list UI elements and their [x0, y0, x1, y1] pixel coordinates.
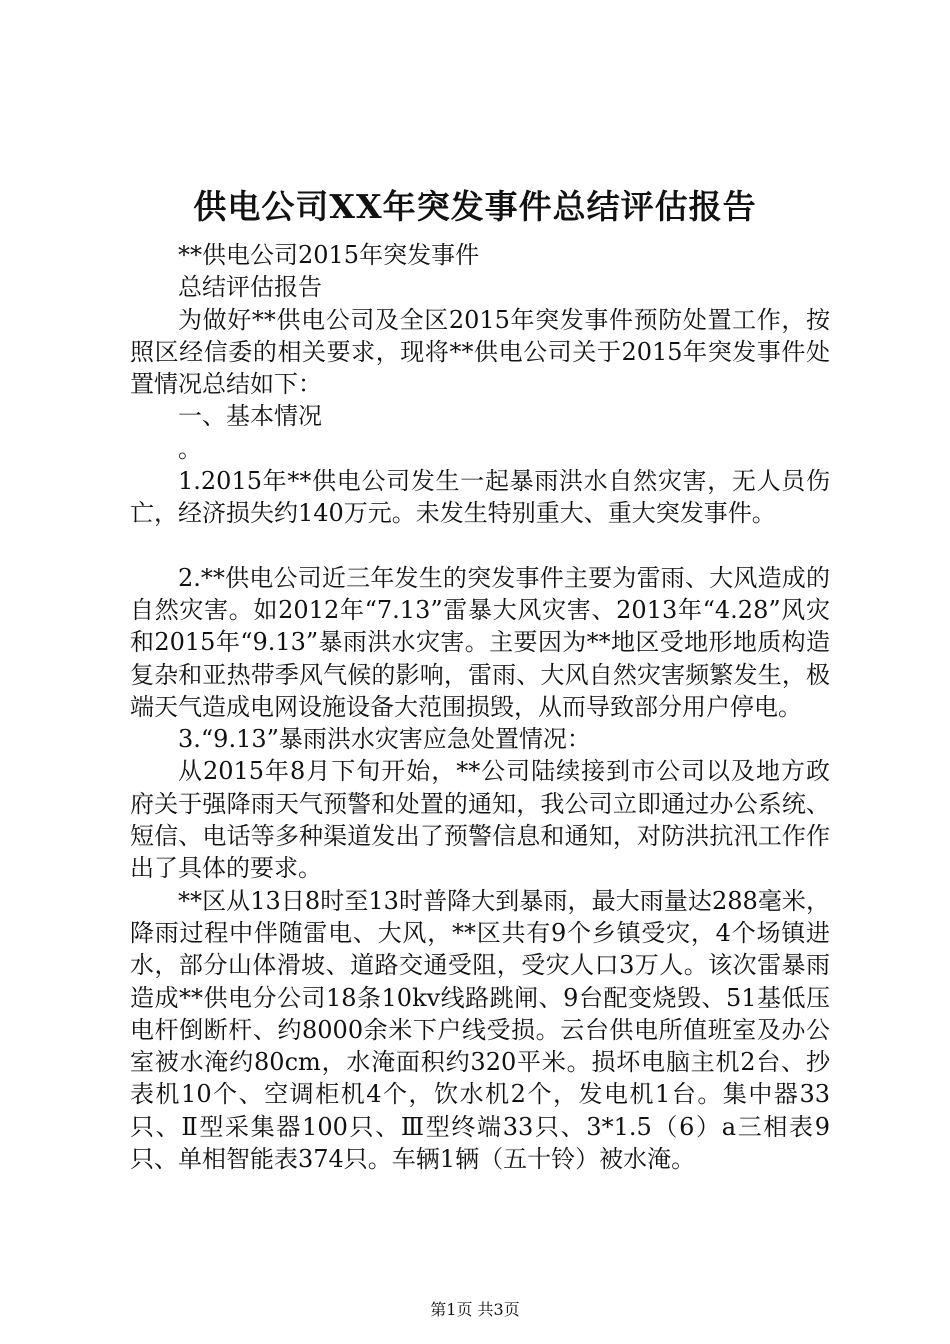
section-heading-basic-situation: 一、基本情况 — [178, 402, 322, 431]
paragraph-item-1: 1.2015年**供电公司发生一起暴雨洪水自然灾害，无人员伤亡，经济损失约140万元。未发生特别重大、重大突发事件。 — [130, 467, 830, 528]
document-title: 供电公司XX年突发事件总结评估报告 — [193, 187, 757, 226]
paragraph-item-2: 2.**供电公司近三年发生的突发事件主要为雷雨、大风造成的自然灾害。如2012年“7.13”雷暴大风灾害、2013年“4.28”风灾和2015年“9.13”暴雨洪水灾害。主要因为**地区受地形地质构造复杂和亚热带季风气候的影响，雷雨、大风自然灾害频繁发生，极端天气造成电网设施设备大范围损毁，从而导致部分用户停电。 — [130, 563, 830, 721]
intro-paragraph: 为做好**供电公司及全区2015年突发事件预防处置工作，按照区经信委的相关要求，现将**供电公司关于2015年突发事件处置情况总结如下： — [130, 305, 830, 399]
subtitle-line-2: 总结评估报告 — [178, 273, 322, 302]
paragraph-item-3-heading: 3.“9.13”暴雨洪水灾害应急处置情况： — [178, 725, 591, 754]
page-footer: 第1页 共3页 — [430, 1300, 520, 1319]
paragraph-warning-notice: 从2015年8月下旬开始，**公司陆续接到市公司以及地方政府关于强降雨天气预警和处置的通知，我公司立即通过办公系统、短信、电话等多种渠道发出了预警信息和通知，对防洪抗汛工作作出了具体的要求。 — [130, 757, 830, 883]
document-body — [130, 239, 830, 1175]
paragraph-damage-details: **区从13日8时至13时普降大到暴雨，最大雨量达288毫米，降雨过程中伴随雷电、大风，**区共有9个乡镇受灾，4个场镇进水，部分山体滑坡、道路交通受阻，受灾人口3万人。该次雷暴雨造成**供电分公司18条10kv线路跳闸、9台配变烧毁、51基低压电杆倒断杆、约8000余米下户线受损。云台供电所值班室及办公室被水淹约80cm，水淹面积约320平米。损坏电脑主机2台、抄表机10个、空调柜机4个，饮水机2个，发电机1台。集中器33只、Ⅱ型采集器100只、Ⅲ型终端33只、3*1.5（6）a三相表9只、单相智能表374只。车辆1辆（五十铃）被水淹。 — [130, 886, 830, 1174]
subtitle-line-1: **供电公司2015年突发事件 — [178, 241, 480, 269]
stray-punctuation-line: 。 — [178, 434, 202, 463]
